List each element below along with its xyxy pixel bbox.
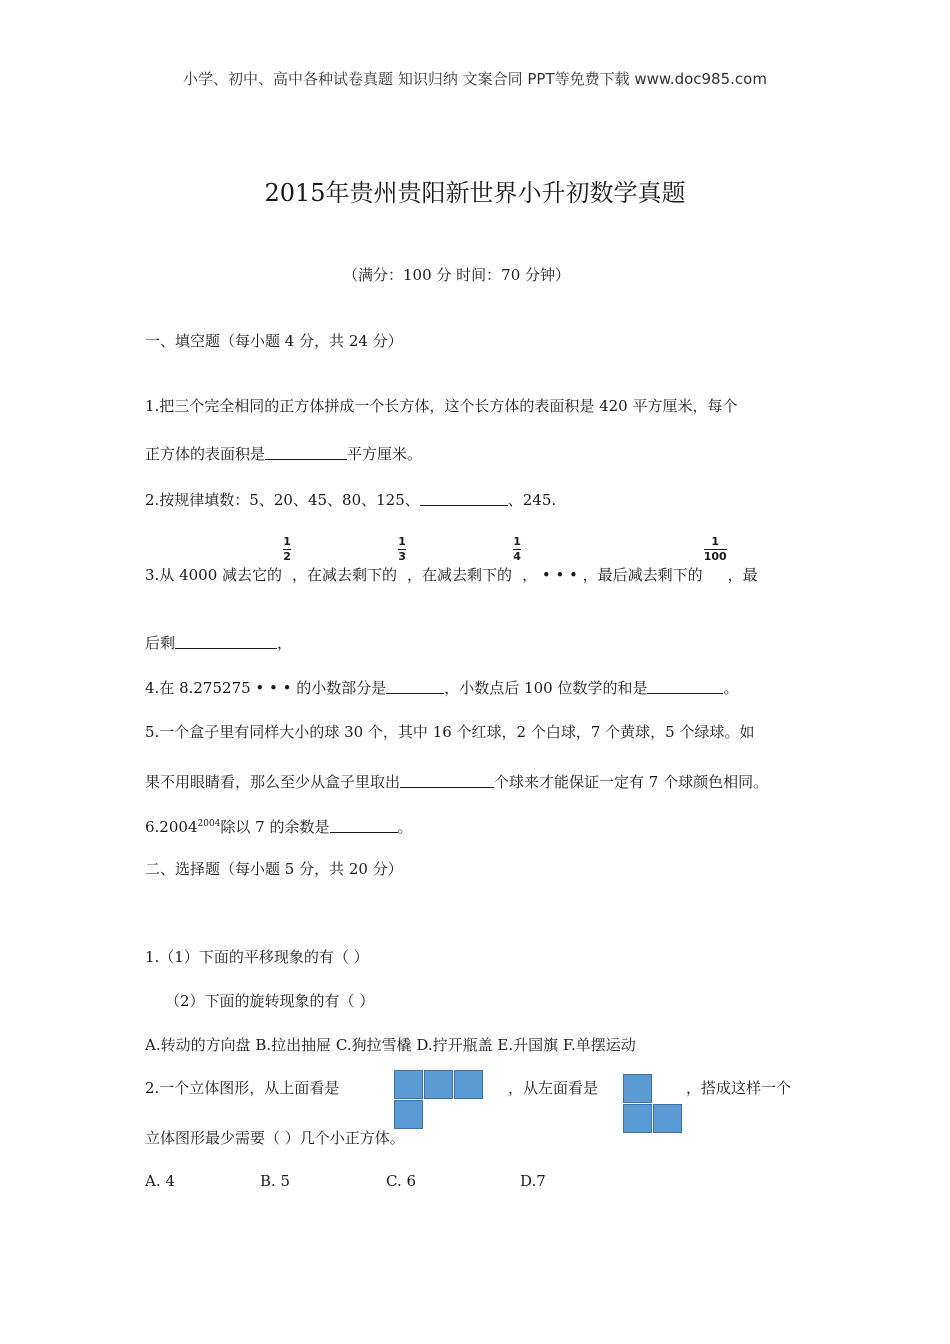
q5-line1: 5.一个盒子里有同样大小的球 30 个，其中 16 个红球，2 个白球，7 个黄球，5 个绿球。如 xyxy=(145,723,755,741)
cube-square xyxy=(454,1070,483,1099)
q1-line2 xyxy=(145,443,422,464)
q3-text-f: 后剩 xyxy=(145,634,176,652)
q5-line2 xyxy=(145,771,768,792)
q6-text-a: 6.2004 xyxy=(145,818,198,836)
option-c: C. 6 xyxy=(386,1172,417,1190)
s2-q1-line1: 1.（1）下面的平移现象的有（ ） xyxy=(145,948,369,966)
cube-square xyxy=(394,1100,423,1129)
fraction-one-third: $\frac{1}{3}$ xyxy=(398,535,406,563)
q2-line xyxy=(145,489,556,510)
page-title: 2015年贵州贵阳新世界小升初数学真题 xyxy=(264,179,686,207)
section1-heading: 一、填空题（每小题 4 分，共 24 分） xyxy=(145,332,403,350)
s2-q2-line2: 立体图形最少需要（ ）几个小正方体。 xyxy=(145,1129,405,1147)
q1-line1: 1.把三个完全相同的正方体拼成一个长方体，这个长方体的表面积是 420 平方厘米，每个 xyxy=(145,397,738,415)
q6-exponent: 2004 xyxy=(197,819,221,829)
answer-blank xyxy=(400,773,494,788)
top-view-figure xyxy=(394,1070,484,1130)
s2-q2-text-c: ，搭成这样一个 xyxy=(686,1079,792,1097)
q2-text-a: 2.按规律填数：5、20、45、80、125、 xyxy=(145,491,420,509)
answer-blank xyxy=(420,491,508,506)
s2-q1-options: A.转动的方向盘 B.拉出抽屉 C.狗拉雪橇 D.拧开瓶盖 E.升国旗 F.单摆运动 xyxy=(145,1036,636,1054)
q5-text-a: 果不用眼睛看，那么至少从盒子里取出 xyxy=(145,773,401,791)
answer-blank xyxy=(647,679,723,694)
s2-q2-text-a: 2.一个立体图形，从上面看是 xyxy=(145,1079,340,1097)
cube-square xyxy=(623,1074,652,1103)
q1-text-b: 平方厘米。 xyxy=(347,445,423,463)
answer-blank xyxy=(386,679,444,694)
q6-text-c: 。 xyxy=(397,818,413,836)
q3-text-a: 3.从 4000 减去它的 xyxy=(145,566,283,584)
answer-blank xyxy=(330,818,398,833)
section2-heading: 二、选择题（每小题 5 分，共 20 分） xyxy=(145,860,403,878)
s2-q2-text-b: ，从左面看是 xyxy=(508,1079,599,1097)
answer-blank xyxy=(175,634,277,649)
q4-text-b: ，小数点后 100 位数学的和是 xyxy=(444,679,648,697)
q3-text-c: ，在减去剩下的 xyxy=(407,566,513,584)
answer-blank xyxy=(265,445,347,460)
site-banner: 小学、初中、高中各种试卷真题 知识归纳 文案合同 PPT等免费下载 www.doc985.com xyxy=(183,70,767,88)
q5-text-b: 个球来才能保证一定有 7 个球颜色相同。 xyxy=(494,773,769,791)
q3-text-b: ，在减去剩下的 xyxy=(292,566,398,584)
s2-q1-line2: （2）下面的旋转现象的有（ ） xyxy=(165,992,375,1010)
q3-text-d: ， • • • ，最后减去剩下的 xyxy=(522,566,703,584)
q3-text-e: ，最 xyxy=(727,566,758,584)
left-view-figure xyxy=(623,1074,683,1134)
q2-text-b: 、245. xyxy=(507,491,557,509)
exam-subtitle: （满分：100 分 时间：70 分钟） xyxy=(343,266,571,284)
option-d: D.7 xyxy=(520,1172,546,1190)
q1-text-a: 正方体的表面积是 xyxy=(145,445,266,463)
option-a: A. 4 xyxy=(145,1172,175,1190)
q6-text-b: 除以 7 的余数是 xyxy=(220,818,330,836)
fraction-one-half: $\frac{1}{2}$ xyxy=(283,535,291,563)
fraction-one-hundredth: $\frac{1}{100}$ xyxy=(703,535,727,563)
cube-square xyxy=(424,1070,453,1099)
cube-square xyxy=(623,1104,652,1133)
q3-line2 xyxy=(145,632,292,653)
option-b: B. 5 xyxy=(260,1172,291,1190)
q6-line xyxy=(145,816,413,837)
q3-line1 xyxy=(145,535,758,591)
q4-line xyxy=(145,677,738,698)
q4-text-a: 4.在 8.275275 • • • 的小数部分是 xyxy=(145,679,387,697)
fraction-one-quarter: $\frac{1}{4}$ xyxy=(513,535,521,563)
cube-square xyxy=(653,1104,682,1133)
q3-text-g: ， xyxy=(277,634,293,652)
q4-text-c: 。 xyxy=(723,679,739,697)
cube-square xyxy=(394,1070,423,1099)
